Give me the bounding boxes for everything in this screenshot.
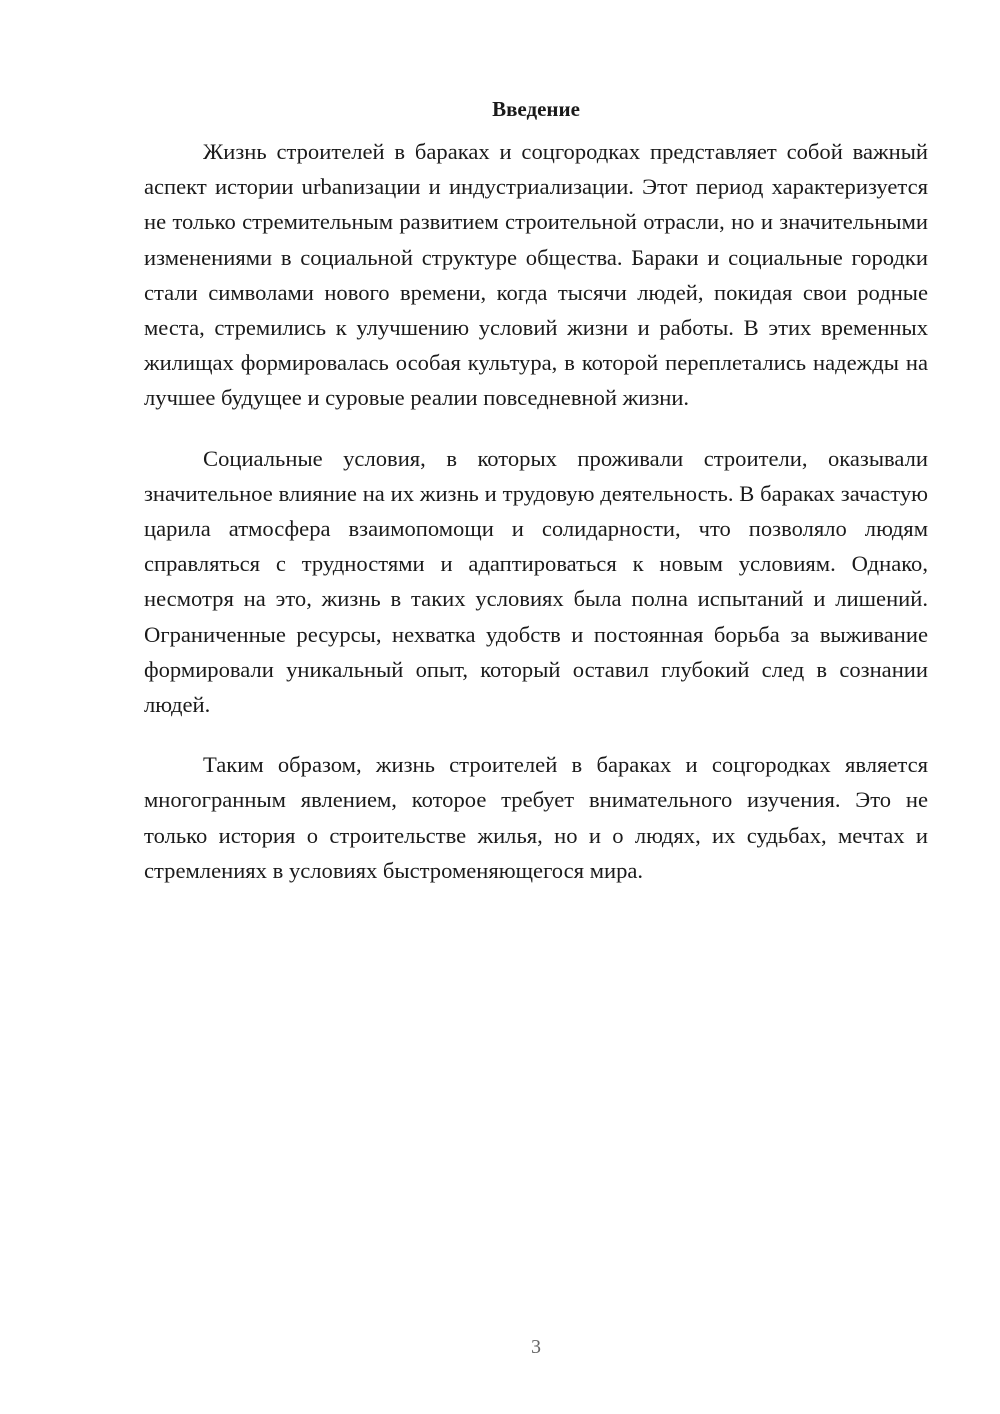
section-heading: Введение xyxy=(492,97,580,121)
page-number: 3 xyxy=(531,1336,541,1358)
paragraph-2: Социальные условия, в которых проживали строители, оказывали значительное влияние на их жизнь и трудовую деятельность. В бараках зачастую царила атмосфера взаимопомощи и солидарности, что позволяло людям справляться с трудностями и адаптироваться к новым условиям. Однако, несмотря на это, жизнь в таких условиях была полна испытаний и лишений. Ограниченные ресурсы, нехватка удобств и постоянная борьба за выживание формировали уникальный опыт, который оставил глубокий след в сознании людей. xyxy=(144,445,928,718)
paragraph-1: Жизнь строителей в бараках и соцгородках представляет собой важный аспект истории urbanизации и индустриализации. Этот период характеризуется не только стремительным развитием строительной отрасли, но и значительными изменениями в социальной структуре общества. Бараки и социальные городки стали символами нового времени, когда тысячи людей, покидая свои родные места, стремились к улучшению условий жизни и работы. В этих временных жилищах формировалась особая культура, в которой переплетались надежды на лучшее будущее и суровые реалии повседневной жизни. xyxy=(144,139,928,411)
paragraph-3: Таким образом, жизнь строителей в бараках и соцгородках является многогранным явлением, которое требует внимательного изучения. Это не только история о строительстве жилья, но и о людях, их судьбах, мечтах и стремлениях в условиях быстроменяющегося мира. xyxy=(144,752,928,883)
page-content xyxy=(144,92,928,913)
